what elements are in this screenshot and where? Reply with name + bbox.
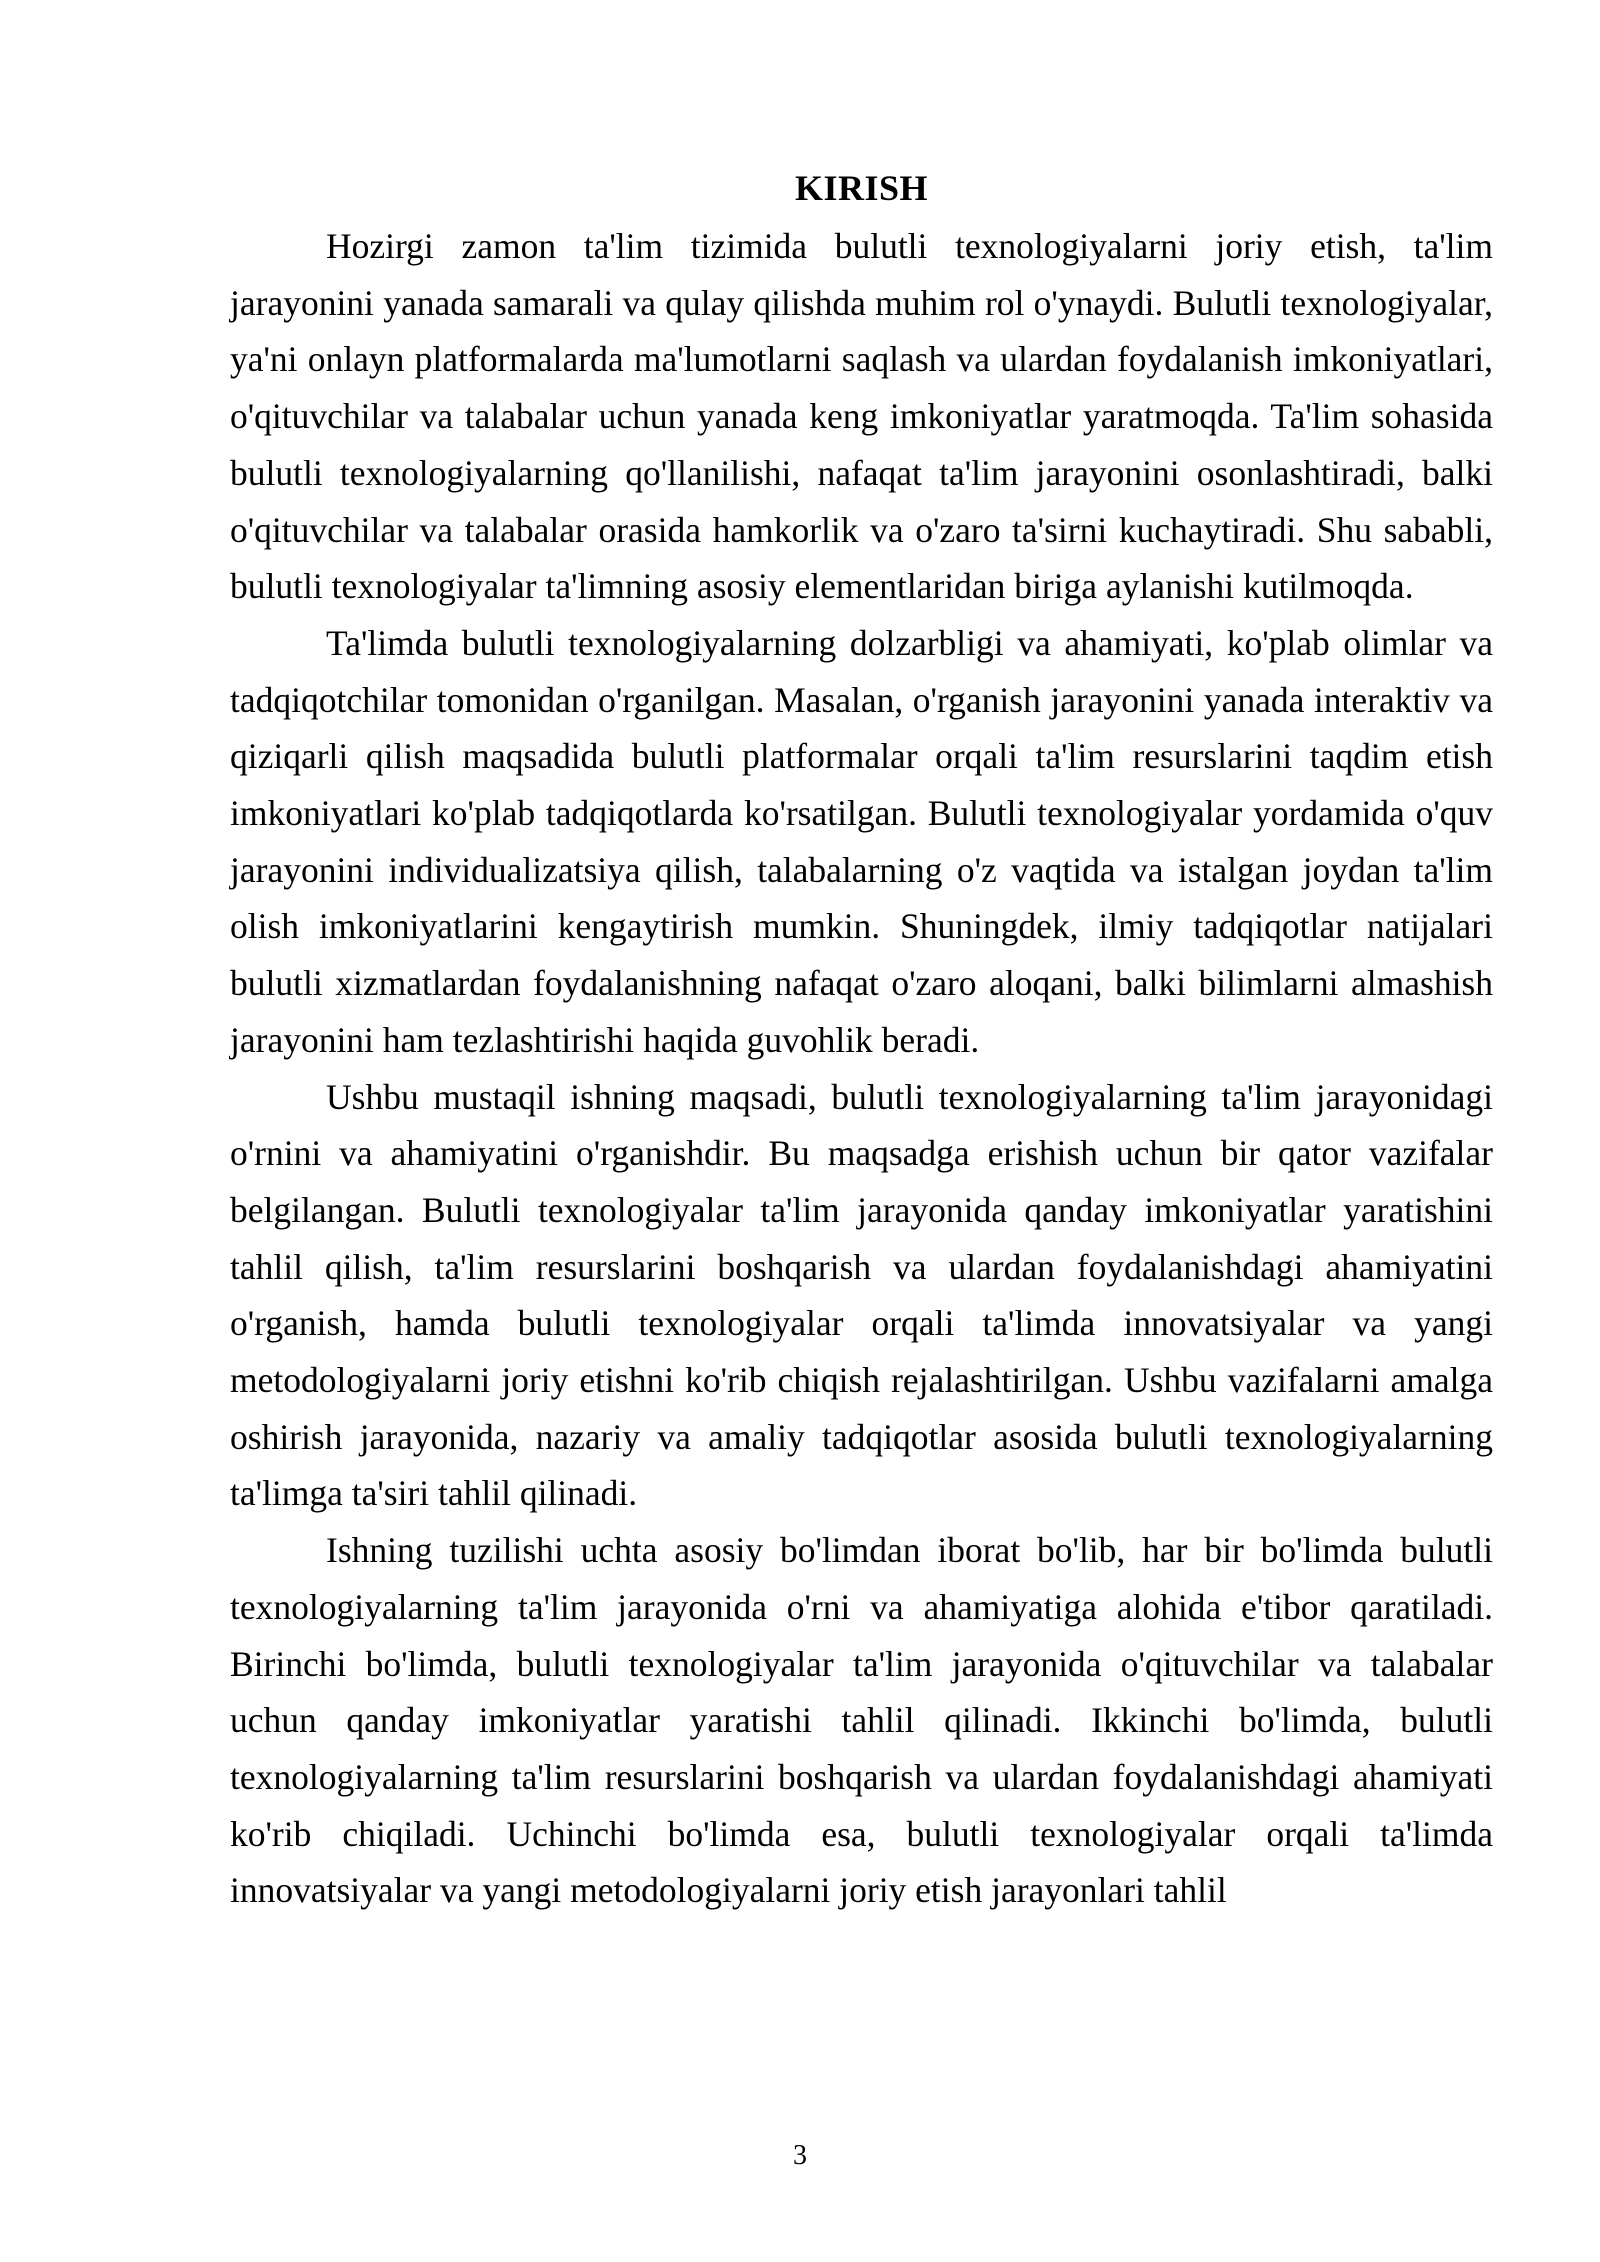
- page-content: [230, 160, 1493, 1919]
- paragraph-1: Hozirgi zamon ta'lim tizimida bulutli texnologiyalarni joriy etish, ta'lim jarayonini yanada samarali va qulay qilishda muhim rol o'ynaydi. Bulutli texnologiyalar, ya'ni onlayn platformalarda ma'lumotlarni saqlash va ulardan foydalanish imkoniyatlari, o'qituvchilar va talabalar uchun yanada keng imkoniyatlar yaratmoqda. Ta'lim sohasida bulutli texnologiyalarning qo'llanilishi, nafaqat ta'lim jarayonini osonlashtiradi, balki o'qituvchilar va talabalar orasida hamkorlik va o'zaro ta'sirni kuchaytiradi. Shu sababli, bulutli texnologiyalar ta'limning asosiy elementlaridan biriga aylanishi kutilmoqda.: [230, 226, 1493, 607]
- paragraph-2: Ta'limda bulutli texnologiyalarning dolzarbligi va ahamiyati, ko'plab olimlar va tadqiqotchilar tomonidan o'rganilgan. Masalan, o'rganish jarayonini yanada interaktiv va qiziqarli qilish maqsadida bulutli platformalar orqali ta'lim resurslarini taqdim etish imkoniyatlari ko'plab tadqiqotlarda ko'rsatilgan. Bulutli texnologiyalar yordamida o'quv jarayonini individualizatsiya qilish, talabalarning o'z vaqtida va istalgan joydan ta'lim olish imkoniyatlarini kengaytirish mumkin. Shuningdek, ilmiy tadqiqotlar natijalari bulutli xizmatlardan foydalanishning nafaqat o'zaro aloqani, balki bilimlarni almashish jarayonini ham tezlashtirishi haqida guvohlik beradi.: [230, 622, 1493, 1060]
- paragraph-3: Ushbu mustaqil ishning maqsadi, bulutli texnologiyalarning ta'lim jarayonidagi o'rnini va ahamiyatini o'rganishdir. Bu maqsadga erishish uchun bir qator vazifalar belgilangan. Bulutli texnologiyalar ta'lim jarayonida qanday imkoniyatlar yaratishini tahlil qilish, ta'lim resurslarini boshqarish va ulardan foydalanishdagi ahamiyatini o'rganish, hamda bulutli texnologiyalar orqali ta'limda innovatsiyalar va yangi metodologiyalarni joriy etishni ko'rib chiqish rejalashtirilgan. Ushbu vazifalarni amalga oshirish jarayonida, nazariy va amaliy tadqiqotlar asosida bulutli texnologiyalarning ta'limga ta'siri tahlil qilinadi.: [230, 1076, 1493, 1514]
- page-number: 3: [793, 2140, 807, 2171]
- section-heading: KIRISH: [794, 168, 929, 208]
- paragraph-4: Ishning tuzilishi uchta asosiy bo'limdan iborat bo'lib, har bir bo'limda bulutli texnologiyalarning ta'lim jarayonida o'rni va ahamiyatiga alohida e'tibor qaratiladi. Birinchi bo'limda, bulutli texnologiyalar ta'lim jarayonida o'qituvchilar va talabalar uchun qanday imkoniyatlar yaratishi tahlil qilinadi. Ikkinchi bo'limda, bulutli texnologiyalarning ta'lim resurslarini boshqarish va ulardan foydalanishdagi ahamiyati ko'rib chiqiladi. Uchinchi bo'limda esa, bulutli texnologiyalar orqali ta'limda innovatsiyalar va yangi metodologiyalarni joriy etish jarayonlari tahlil: [230, 1530, 1493, 1911]
